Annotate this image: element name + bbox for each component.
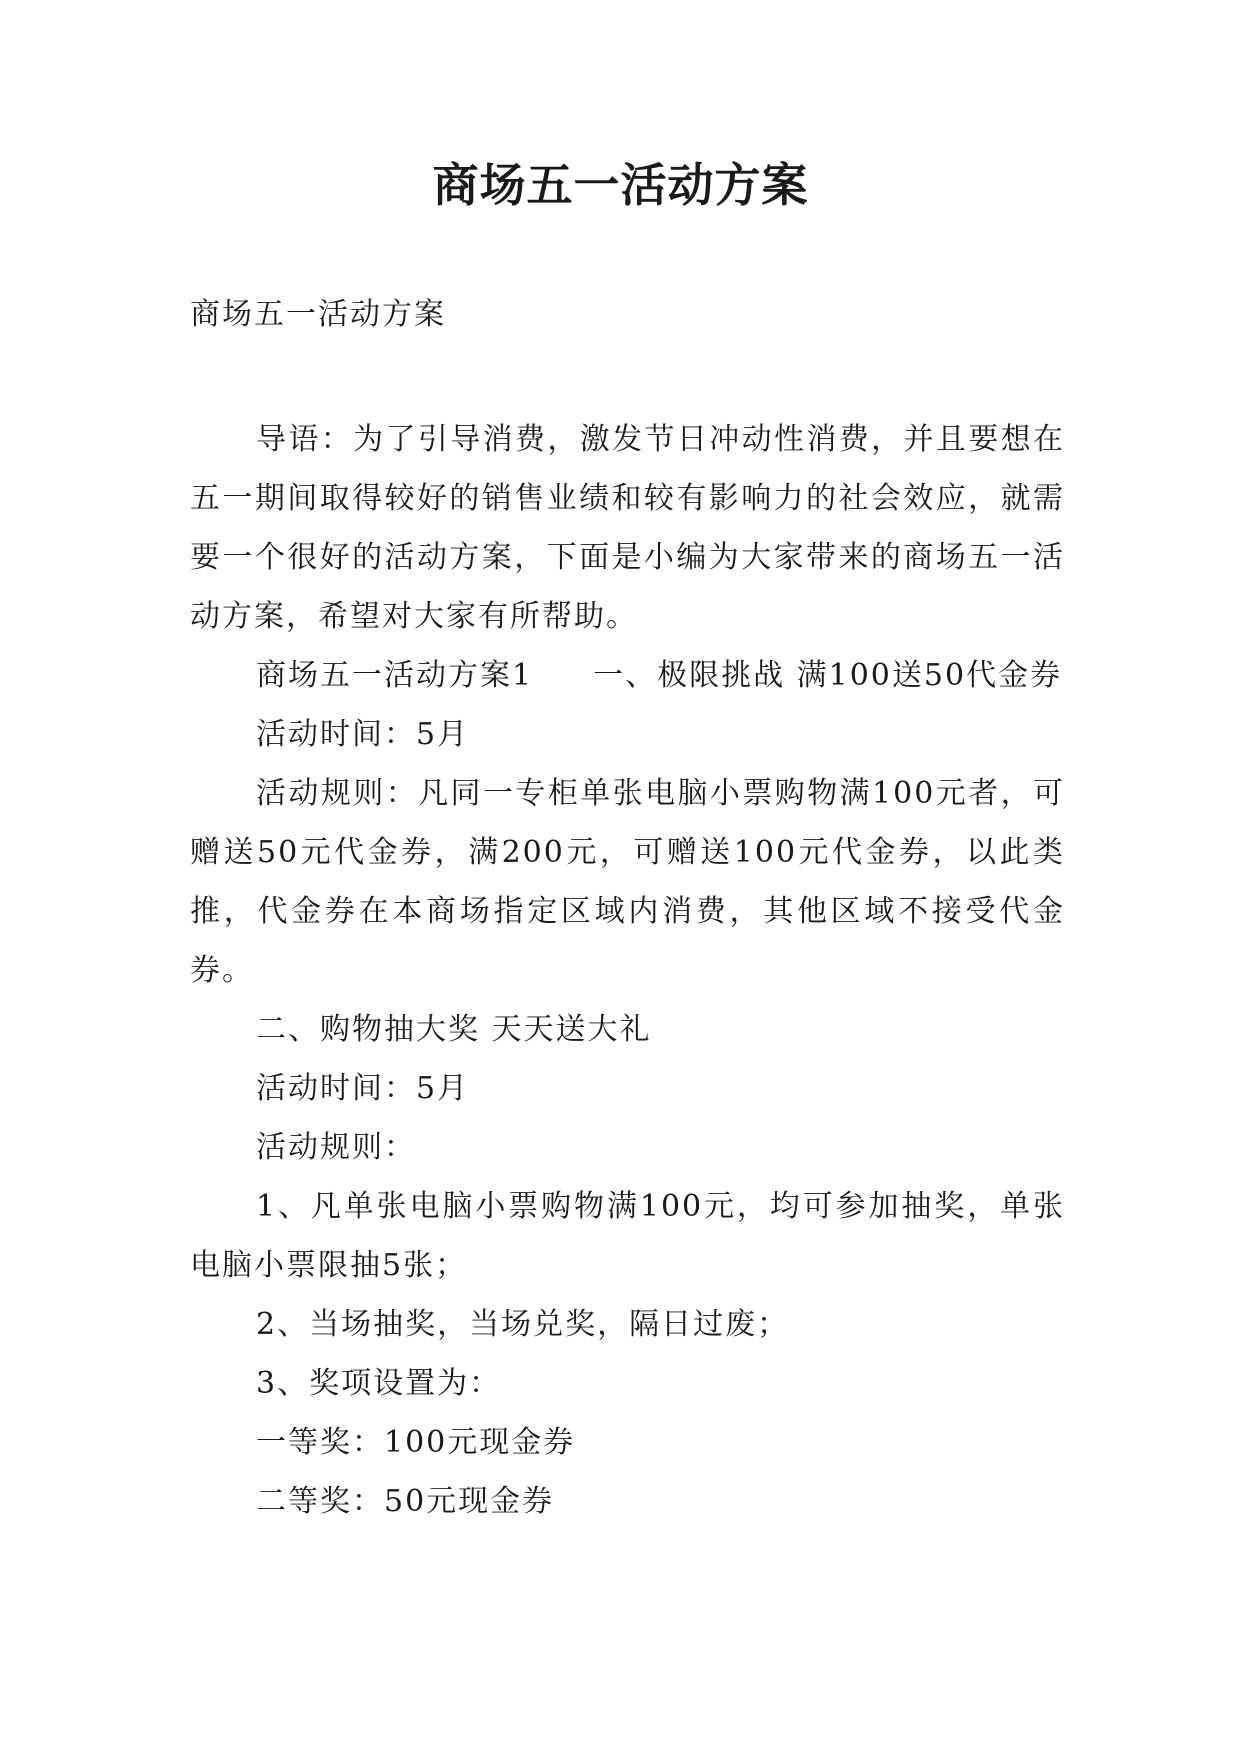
rule-1: 1、凡单张电脑小票购物满100元，均可参加抽奖，单张电脑小票限抽5张； (190, 1189, 1065, 1283)
plan1-heading: 商场五一活动方案1 (256, 658, 534, 693)
intro-paragraph: 导语：为了引导消费，激发节日冲动性消费，并且要想在五一期间取得较好的销售业绩和较有影响力的社会效应，就需要一个很好的活动方案，下面是小编为大家带来的商场五一活动方案，希望对大家有所帮助。 (190, 422, 1065, 634)
section2-rules-label: 活动规则： (256, 1130, 416, 1165)
document-subtitle: 商场五一活动方案 (190, 297, 446, 332)
section1-rules: 活动规则：凡同一专柜单张电脑小票购物满100元者，可赠送50元代金券，满200元，可赠送100元代金券，以此类推，代金券在本商场指定区域内消费，其他区域不接受代金券。 (190, 776, 1065, 988)
section2-heading: 二、购物抽大奖 天天送大礼 (256, 1012, 652, 1047)
plan1-paragraph (190, 646, 1065, 705)
document-body (190, 410, 1065, 1531)
prize-2: 二等奖：50元现金券 (256, 1484, 555, 1519)
document-title: 商场五一活动方案 (432, 158, 809, 212)
rule-2: 2、当场抽奖，当场兑奖，隔日过废； (256, 1307, 790, 1342)
rule-3: 3、奖项设置为： (256, 1366, 502, 1401)
section1-heading: 一、极限挑战 满100送50代金券 (593, 658, 1063, 693)
section2-time: 活动时间：5月 (256, 1071, 470, 1106)
prize-1: 一等奖：100元现金券 (256, 1425, 576, 1460)
section1-time: 活动时间：5月 (256, 717, 470, 752)
